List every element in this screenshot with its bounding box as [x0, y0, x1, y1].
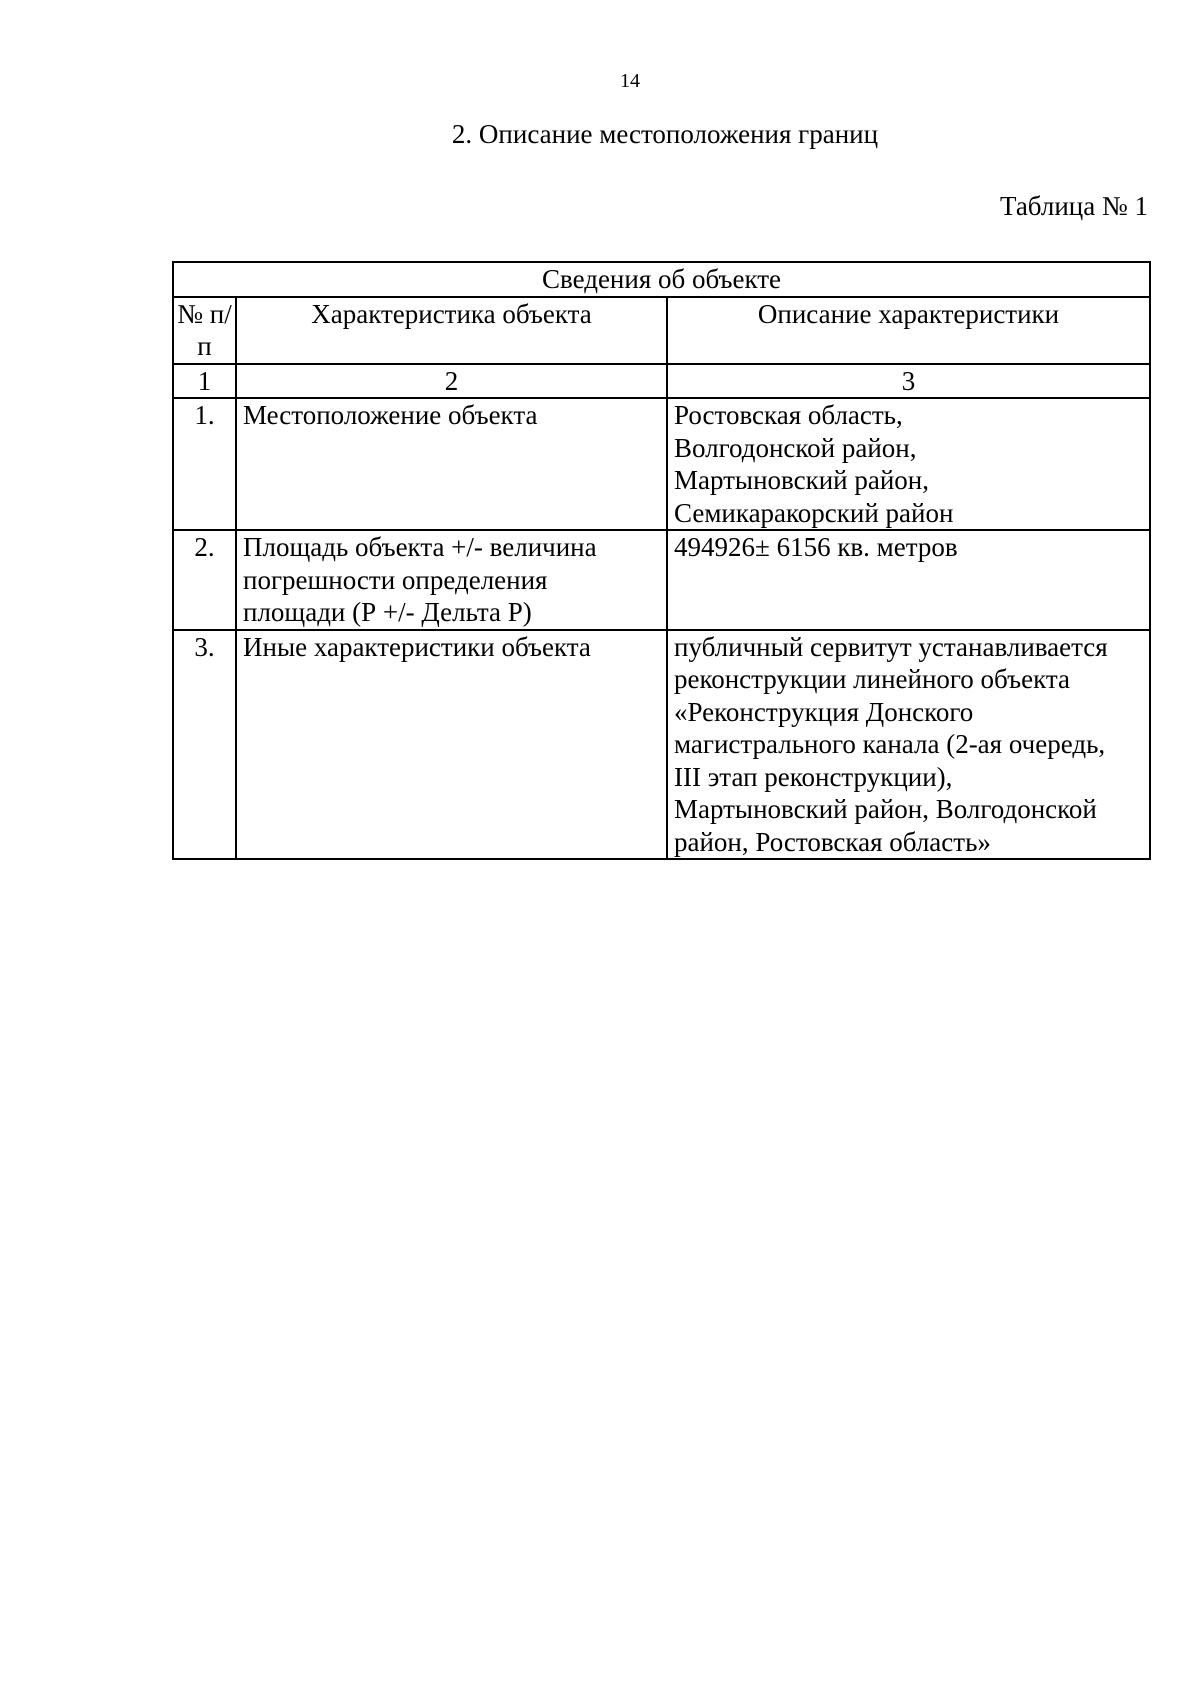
column-number-row: [173, 364, 1150, 399]
table-row: [173, 530, 1150, 630]
row-number: 3.: [173, 630, 236, 860]
column-number: 2: [236, 364, 667, 399]
object-info-table: [172, 261, 1151, 860]
description-line: Семикаракорский район: [674, 497, 954, 528]
description-line: район, Ростовская область»: [674, 826, 991, 857]
column-number: 1: [173, 364, 236, 399]
description-line: «Реконструкция Донского: [674, 696, 974, 727]
page-number: 14: [620, 70, 640, 92]
header-num: № п/п: [173, 297, 236, 364]
table-caption: Сведения об объекте: [173, 262, 1150, 297]
row-description: 494926± 6156 кв. метров: [667, 530, 1150, 630]
row-characteristic: Иные характеристики объекта: [236, 630, 667, 860]
row-characteristic: [236, 530, 667, 630]
column-number: 3: [667, 364, 1150, 399]
table-caption-row: [173, 262, 1150, 297]
description-line: Мартыновский район, Волгодонской: [674, 794, 1097, 824]
table-row: [173, 398, 1150, 530]
header-description: Описание характеристики: [667, 297, 1150, 364]
description-line: Мартыновский район,: [674, 465, 929, 495]
description-line: магистрального канала (2-ая очередь,: [674, 729, 1106, 759]
table-row: [173, 630, 1150, 860]
row-description: [667, 398, 1150, 530]
description-line: публичный сервитут устанавливается: [674, 631, 1108, 662]
characteristic-line: площади (Р +/- Дельта Р): [243, 597, 532, 627]
header-characteristic: Характеристика объекта: [236, 297, 667, 364]
description-line: Волгодонской район,: [674, 432, 917, 463]
row-number: 1.: [173, 398, 236, 530]
characteristic-line: Площадь объекта +/- величина: [243, 532, 597, 562]
characteristic-line: погрешности определения: [243, 564, 548, 595]
row-description: [667, 630, 1150, 860]
table-header-row: [173, 297, 1150, 364]
row-characteristic: Местоположение объекта: [236, 398, 667, 530]
description-line: реконструкции линейного объекта: [674, 664, 1070, 694]
description-line: III этап реконструкции),: [674, 761, 953, 792]
description-line: Ростовская область,: [674, 400, 903, 430]
row-number: 2.: [173, 530, 236, 630]
section-title: 2. Описание местоположения границ: [451, 119, 879, 149]
table-label: Таблица № 1: [1000, 191, 1148, 221]
